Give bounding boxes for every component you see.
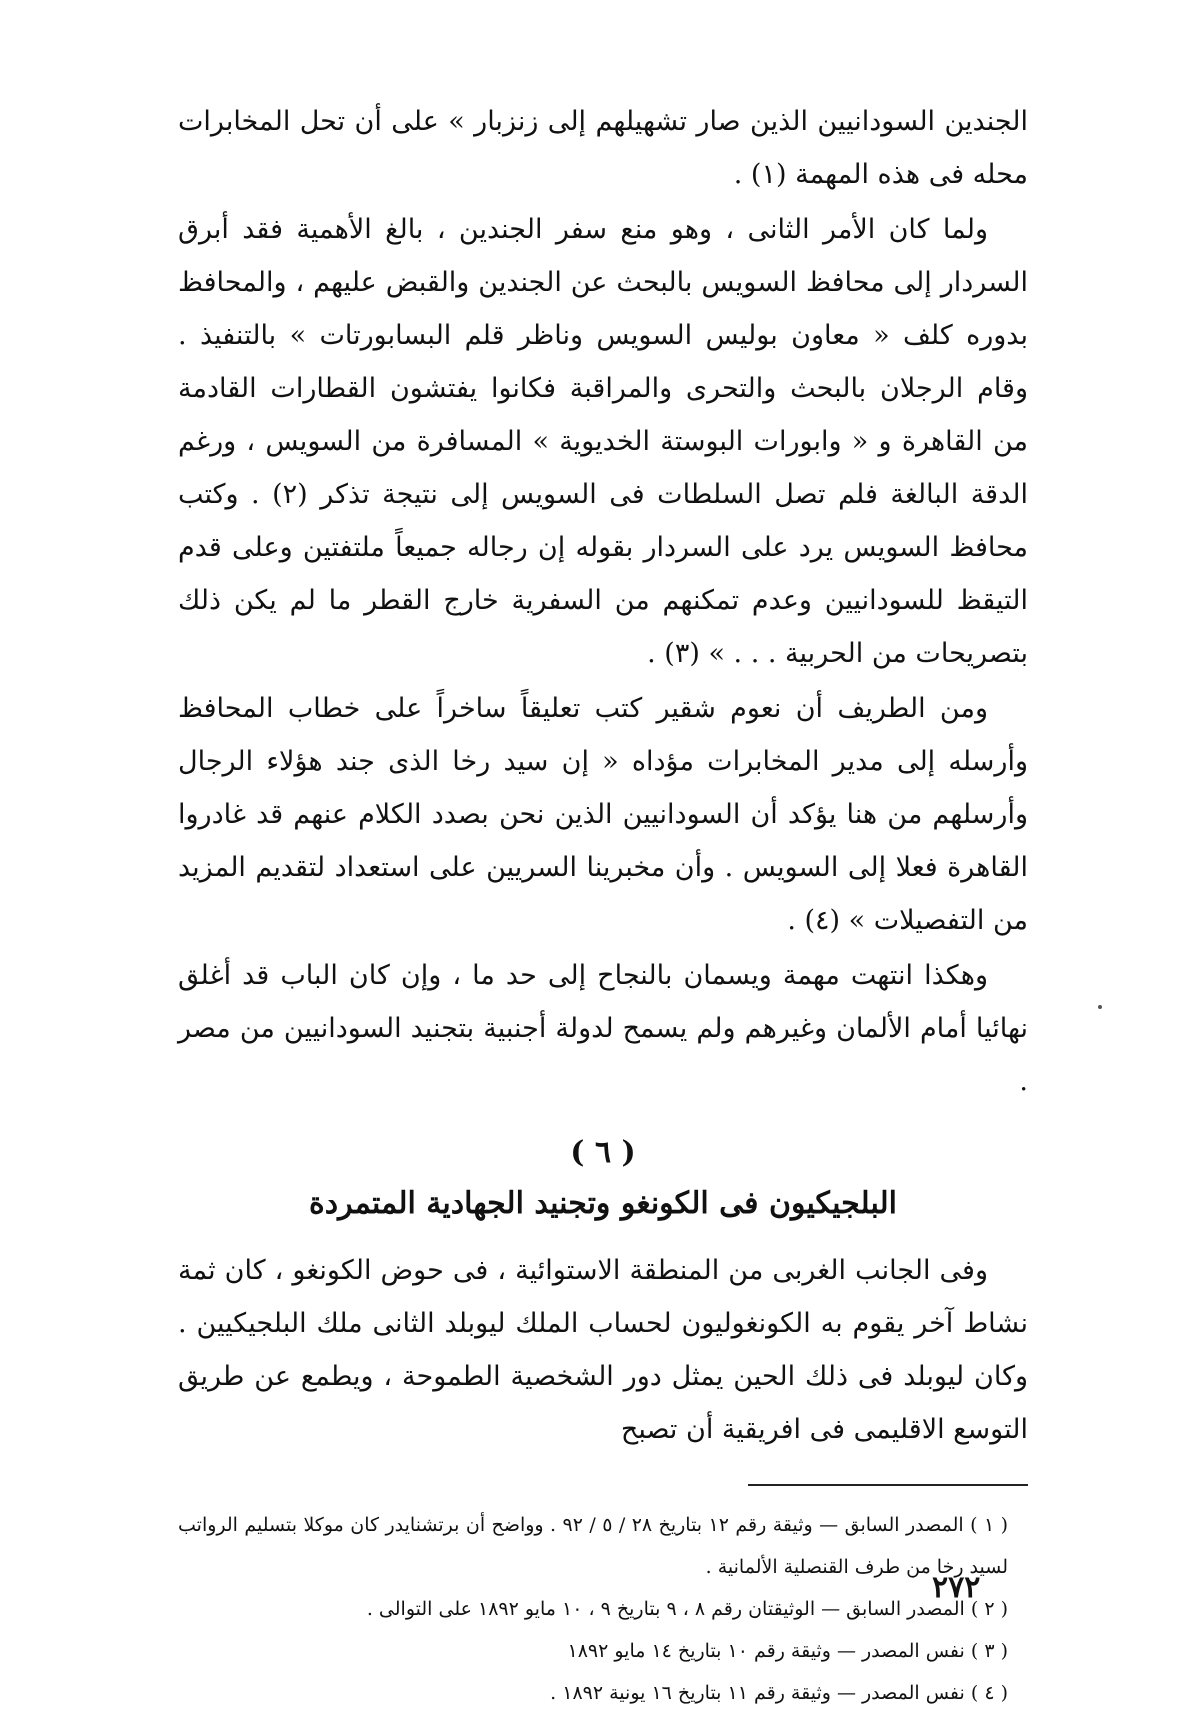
section-number: ( ٦ ): [570, 1135, 636, 1170]
paragraph: الجندين السودانيين الذين صار تشهيلهم إلى زنزبار » على أن تحل المخابرات محله فى هذه المهمة (١) .: [178, 106, 1028, 190]
paragraph: ومن الطريف أن نعوم شقير كتب تعليقاً ساخراً على خطاب المحافظ وأرسله إلى مدير المخابرات مؤداه « إن سيد رخا الذى جند هؤلاء الرجال وأرسلهم من هنا يؤكد أن السودانيين الذين نحن بصدد الكلام عنهم قد غادروا القاهرة فعلا إلى السويس . وأن مخبرينا السريين على استعداد لتقديم المزيد من التفصيلات » (٤) .: [178, 693, 1028, 936]
footnote-divider: [748, 1484, 1028, 1486]
paragraph: وهكذا انتهت مهمة ويسمان بالنجاح إلى حد ما ، وإن كان الباب قد أغلق نهائيا أمام الألمان وغيرهم ولم يسمح لدولة أجنبية بتجنيد السودانيين من مصر .: [178, 960, 1028, 1097]
footnote: ( ٤ ) نفس المصدر — وثيقة رقم ١١ بتاريخ ١٦ يونية ١٨٩٢ .: [550, 1682, 1008, 1704]
footnote: ( ٣ ) نفس المصدر — وثيقة رقم ١٠ بتاريخ ١٤ مايو ١٨٩٢: [567, 1640, 1008, 1662]
section-title: البلجيكيون فى الكونغو وتجنيد الجهادية المتمردة: [309, 1186, 897, 1221]
margin-dot: [1098, 1005, 1102, 1009]
footnote: ( ١ ) المصدر السابق — وثيقة رقم ١٢ بتاريخ ٢٨ / ٥ / ٩٢ . وواضح أن برتشنايدر كان موكلا بتسليم الرواتب لسيد رخا من طرف القنصلية الألمانية .: [178, 1514, 1009, 1578]
footnotes: [178, 1504, 1028, 1714]
paragraph: وفى الجانب الغربى من المنطقة الاستوائية ، فى حوض الكونغو ، كان ثمة نشاط آخر يقوم به الكونغوليون لحساب الملك ليوبلد الثانى ملك البلجيكيين . وكان ليوبلد فى ذلك الحين يمثل دور الشخصية الطموحة ، ويطمع عن طريق التوسع الاقليمى فى افريقية أن تصبح: [178, 1255, 1028, 1445]
page-body: [178, 95, 1028, 1714]
footnote: ( ٢ ) المصدر السابق — الوثيقتان رقم ٨ ، ٩ بتاريخ ٩ ، ١٠ مايو ١٨٩٢ على التوالى .: [366, 1598, 1008, 1620]
page-number: ٢٧٢: [932, 1570, 981, 1605]
paragraph: ولما كان الأمر الثانى ، وهو منع سفر الجندين ، بالغ الأهمية فقد أبرق السردار إلى محافظ السويس بالبحث عن الجندين والقبض عليهم ، والمحافظ بدوره كلف « معاون بوليس السويس وناظر قلم البسابورتات » بالتنفيذ . وقام الرجلان بالبحث والتحرى والمراقبة فكانوا يفتشون القطارات القادمة من القاهرة و « وابورات البوستة الخديوية » المسافرة من السويس ، ورغم الدقة البالغة فلم تصل السلطات فى السويس إلى نتيجة تذكر (٢) . وكتب محافظ السويس يرد على السردار بقوله إن رجاله جميعاً ملتفتين وعلى قدم التيقظ للسودانيين وعدم تمكنهم من السفرية خارج القطر ما لم يكن ذلك بتصريحات من الحربية . . . » (٣) .: [178, 214, 1028, 669]
